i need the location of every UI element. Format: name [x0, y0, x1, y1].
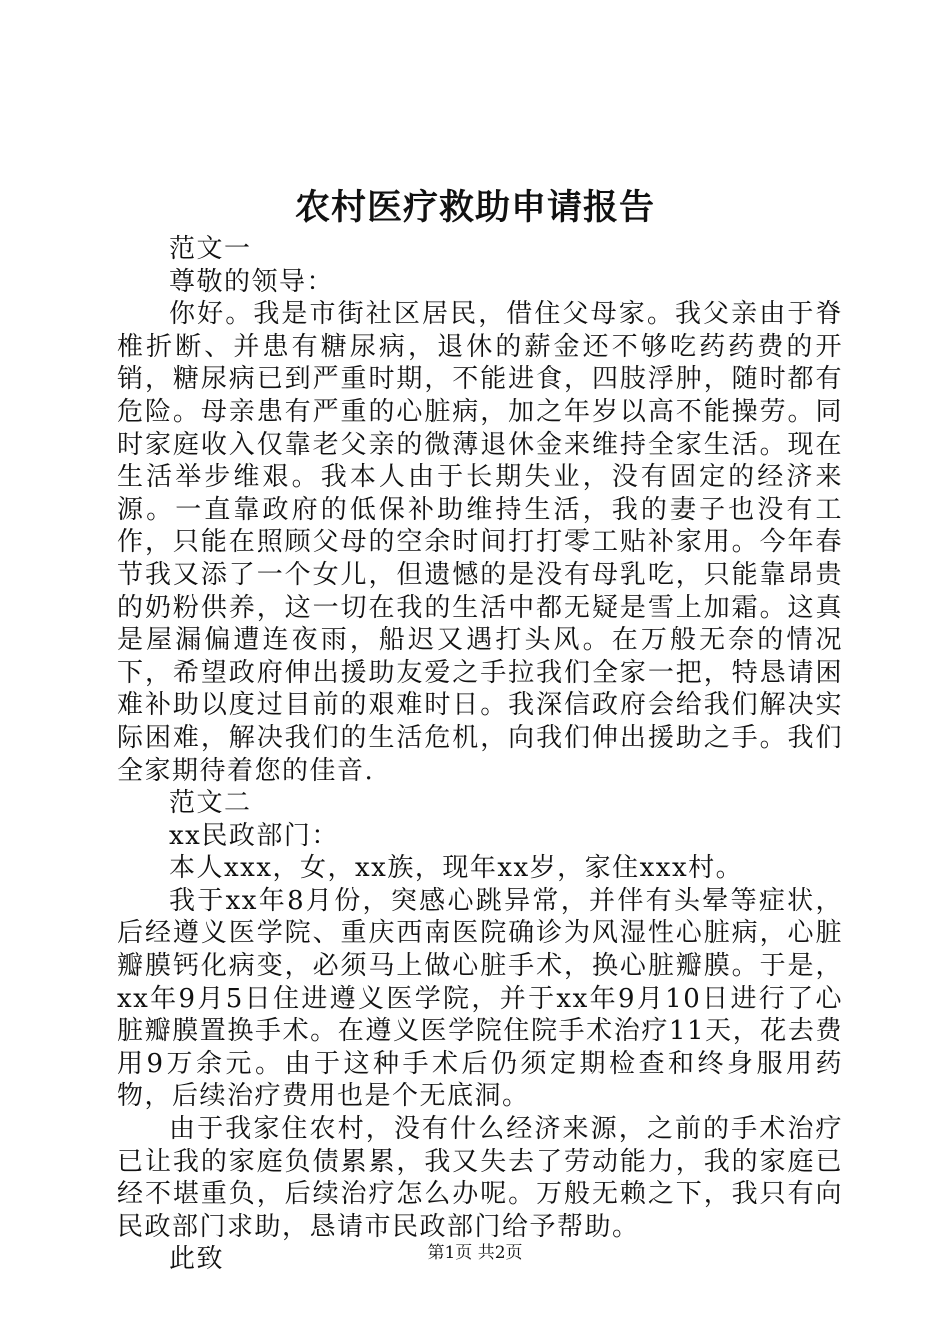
paragraph-body-3: 我于xx年8月份，突感心跳异常，并伴有头晕等症状，后经遵义医学院、重庆西南医院确诊为风湿性心脏病，心脏瓣膜钙化病变，必须马上做心脏手术，换心脏瓣膜。于是，xx年9月5日住进遵义医学院，并于xx年9月10日进行了心脏瓣膜置换手术。在遵义医学院住院手术治疗11天，花去费用9万余元。由于这种手术后仍须定期检查和终身服用药物，后续治疗费用也是个无底洞。 — [117, 885, 843, 1112]
paragraph-heading-2: 范文二 — [169, 788, 252, 819]
document-body — [117, 233, 843, 1276]
paragraph-closing: 此致 — [169, 1244, 225, 1275]
paragraph-body-1: 你好。我是市街社区居民，借住父母家。我父亲由于脊椎折断、并患有糖尿病，退休的薪金还不够吃药药费的开销，糖尿病已到严重时期，不能进食，四肢浮肿，随时都有危险。母亲患有严重的心脏病，加之年岁以高不能操劳。同时家庭收入仅靠老父亲的微薄退休金来维持全家生活。现在生活举步维艰。我本人由于长期失业，没有固定的经济来源。一直靠政府的低保补助维持生活，我的妻子也没有工作，只能在照顾父母的空余时间打打零工贴补家用。今年春节我又添了一个女儿，但遗憾的是没有母乳吃，只能靠昂贵的奶粉供养，这一切在我的生活中都无疑是雪上加霜。这真是屋漏偏遭连夜雨，船迟又遇打头风。在万般无奈的情况下，希望政府伸出援助友爱之手拉我们全家一把，特恳请困难补助以度过目前的艰难时日。我深信政府会给我们解决实际困难，解决我们的生活危机，向我们伸出援助之手。我们全家期待着您的佳音. — [117, 299, 843, 786]
page-number: 第1页 共2页 — [427, 1243, 523, 1263]
paragraph-salutation-2: xx民政部门： — [169, 820, 339, 851]
paragraph-heading-1: 范文一 — [169, 234, 252, 264]
paragraph-body-4: 由于我家住农村，没有什么经济来源，之前的手术治疗已让我的家庭负债累累，我又失去了劳动能力，我的家庭已经不堪重负，后续治疗怎么办呢。万般无赖之下，我只有向民政部门求助，恳请市民政部门给予帮助。 — [117, 1114, 843, 1242]
document-title: 农村医疗救助申请报告 — [294, 187, 655, 228]
paragraph-body-2: 本人xxx，女，xx族，现年xx岁，家住xxx村。 — [169, 853, 744, 884]
paragraph-salutation-1: 尊敬的领导： — [169, 266, 335, 297]
